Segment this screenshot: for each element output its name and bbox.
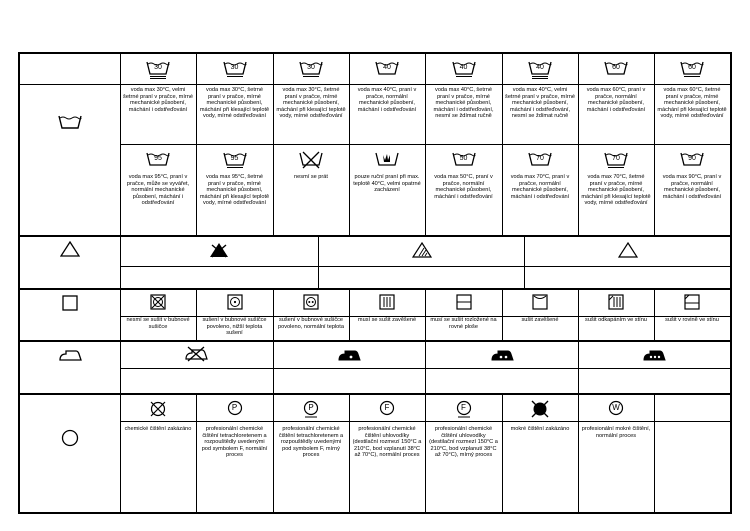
wash-text: voda max 90°C, praní v pračce, normální mechanické působení, máchání i odstřeďování: [662, 174, 722, 200]
column-divider: [578, 340, 579, 393]
bleach-prohibited-icon: [209, 242, 229, 258]
row-divider: [20, 393, 730, 395]
wash-temp-value: 60: [688, 64, 696, 71]
column-divider: [502, 393, 503, 512]
wash-text: voda max 30°C, šetrné praní v pračce, mírné mechanické působení, máchání při klesající teplotě vody, mírné odstřeďování: [199, 87, 270, 120]
dryclean-letter: P: [231, 403, 238, 412]
triangle-icon: [60, 241, 80, 257]
square-icon: [62, 295, 78, 311]
wash-temp-value: 40: [459, 64, 468, 71]
column-divider: [349, 393, 350, 512]
washtub-temp-icon: [680, 60, 704, 80]
washtub-temp-icon: [528, 60, 552, 80]
column-divider: [196, 393, 197, 512]
wash-text: voda max 60°C, šetrné praní v pračce, mírné mechanické působení, máchání při klesající teplotě vody, mírné odstřeďování: [657, 87, 727, 120]
wash-text: voda max 95°C, praní v pračce, může se vyvářet, normální mechanické působení, máchání i odstřeďování: [126, 174, 190, 207]
dry-symbol-icon: [150, 294, 166, 310]
dry-text: sušení v bubnové sušičce povoleno, nižší teplota sušení: [202, 317, 267, 337]
column-divider: [578, 288, 579, 340]
column-divider: [524, 235, 525, 288]
dryclean-f-icon: [378, 400, 396, 419]
wash-temp-value: 70: [536, 155, 544, 162]
column-divider: [425, 54, 426, 235]
iron-icon: [58, 348, 82, 362]
wash-temp-value: 30: [230, 64, 239, 71]
wash-temp-value: 90: [688, 155, 696, 162]
dryclean-f-icon: [455, 400, 473, 419]
column-divider: [654, 54, 655, 235]
clean-text: profesionální chemické čištění tetrachloretenem a rozpouštědly uvedenými pod symbolem F, mírný proces: [278, 426, 344, 459]
dryclean-letter: W: [612, 403, 620, 412]
washtub-temp-icon: [604, 151, 628, 171]
wash-text: nesmí se prát: [294, 174, 328, 180]
washtub-temp-icon: [299, 60, 323, 80]
dry-symbol-icon: [608, 294, 624, 310]
wash-temp-value: 95: [230, 155, 239, 162]
wash-prohibited-icon: [299, 151, 323, 171]
wash-temp-value: 30: [154, 64, 162, 71]
dryclean-letter: P: [308, 403, 314, 412]
wash-text: voda max 30°C, velmi šetrné praní v pračce, mírné mechanické působení, máchání i odstřeďování: [123, 87, 193, 113]
dryclean-p-icon: [226, 400, 244, 419]
washtub-temp-icon: [452, 60, 476, 80]
wash-text: pouze ruční praní při max. teplotě 40°C, velmi opatrné zacházení: [353, 174, 421, 194]
row-divider: [20, 340, 730, 342]
row-divider: [20, 288, 730, 290]
column-divider: [578, 393, 579, 512]
column-divider: [502, 54, 503, 235]
dry-symbol-icon: [684, 294, 700, 310]
washtub-temp-icon: [528, 151, 552, 171]
washtub-temp-icon: [680, 151, 704, 171]
washtub-temp-icon: [452, 151, 476, 171]
iron-three-dots-icon: [642, 348, 666, 362]
table-frame: [18, 52, 732, 514]
dry-text: musí se sušit rozložené na rovné ploše: [430, 317, 497, 330]
column-divider: [273, 393, 274, 512]
wash-temp-value: 40: [383, 64, 391, 71]
wash-text: voda max 50°C, praní v pračce, normální mechanické působení, máchání i odstřeďování: [434, 174, 493, 200]
clean-text: profesionální chemické čištění uhlovodíky (destilační rozmezí 150°C a 210°C, bod vzplanutí 38°C až 70°C), normální proces: [352, 426, 422, 459]
dryclean-p-icon: [302, 400, 320, 419]
column-divider: [425, 340, 426, 393]
wash-temp-value: 70: [612, 155, 620, 162]
clean-text: profesionální chemické čištění uhlovodíky (destilační rozmezí 150°C a 210°C, bod vzplanutí 38°C až 70°C), mírný proces: [429, 426, 498, 459]
column-divider: [273, 340, 274, 393]
washtub-temp-icon: [146, 60, 170, 80]
dry-text: sušení v bubnové sušičce povoleno, normální teplota: [278, 317, 344, 330]
dry-symbol-icon: [303, 294, 319, 310]
column-divider: [578, 54, 579, 235]
row-divider: [120, 266, 730, 267]
clean-text: profesionální mokré čištění, normální proces: [581, 426, 651, 439]
wash-temp-value: 95: [154, 155, 162, 162]
wash-text: voda max 95°C, šetrné praní v pračce, mírné mechanické působení, máchání při klesající teplotě vody, mírné odstřeďování: [199, 174, 270, 207]
dry-text: sušit zavěšené: [521, 317, 559, 323]
column-divider: [425, 393, 426, 512]
iron-prohibited-icon: [184, 346, 208, 362]
washtub-temp-icon: [146, 151, 170, 171]
column-divider: [502, 288, 503, 340]
column-divider: [425, 288, 426, 340]
wash-text: voda max 40°C, velmi šetrné praní v pračce, mírné mechanické působení, máchání i odstřeďování, nesmí se ždímat ručně: [505, 87, 575, 120]
clean-text: chemické čištění zakázáno: [124, 426, 192, 432]
bleach-oxygen-icon: [412, 242, 432, 258]
hand-wash-icon: [375, 151, 399, 171]
column-divider: [349, 288, 350, 340]
washtub-temp-icon: [375, 60, 399, 80]
dry-text: sušit v rovině ve stínu: [665, 317, 719, 323]
column-divider: [196, 288, 197, 340]
dry-symbol-icon: [227, 294, 243, 310]
dryclean-letter: F: [461, 403, 466, 412]
wash-text: voda max 30°C, šetrné praní v pračce, mírné mechanické působení, máchání při klesající teplotě vody, mírné odstřeďování: [276, 87, 346, 120]
row-divider: [20, 84, 730, 85]
wash-temp-value: 60: [612, 64, 620, 71]
wetclean-prohibited-icon: [531, 400, 549, 419]
column-divider: [120, 54, 121, 512]
dry-text: sušit odkapáním ve stínu: [585, 317, 647, 323]
column-divider: [654, 288, 655, 340]
column-divider: [196, 54, 197, 235]
wash-temp-value: 40: [536, 64, 544, 71]
dryclean-w-icon: [607, 400, 625, 419]
wash-temp-value: 30: [307, 64, 315, 71]
wash-text: voda max 70°C, praní v pračce, normální mechanické působení, máchání i odstřeďování: [510, 174, 570, 200]
column-divider: [273, 54, 274, 235]
wash-text: voda max 40°C, šetrné praní v pračce, mírné mechanické působení, máchání i odstřeďování, nesmí se ždímat ručně: [433, 87, 494, 120]
dry-text: nesmí se sušit v bubnové sušičce: [126, 317, 190, 330]
circle-icon: [61, 429, 79, 447]
wash-text: voda max 40°C, praní v pračce, normální mechanické působení, máchání i odstřeďování: [357, 87, 417, 113]
clean-text: profesionální chemické čištění tetrachloretenem a rozpouštědly uvedenými pod symbolem F, normální proces: [201, 426, 268, 459]
iron-two-dots-icon: [490, 348, 514, 362]
dry-symbol-icon: [379, 294, 395, 310]
column-divider: [654, 393, 655, 512]
clean-text: mokré čištění zakázáno: [510, 426, 570, 432]
washtub-temp-icon: [604, 60, 628, 80]
wash-text: voda max 60°C, praní v pračce, normální mechanické působení, máchání i odstřeďování: [586, 87, 646, 113]
column-divider: [318, 235, 319, 288]
wash-temp-value: 50: [459, 155, 468, 162]
iron-one-dot-icon: [337, 348, 361, 362]
column-divider: [349, 54, 350, 235]
washtub-temp-icon: [223, 151, 247, 171]
dryclean-prohibited-icon: [149, 400, 167, 419]
bleach-any-icon: [618, 242, 638, 258]
dry-symbol-icon: [456, 294, 472, 310]
column-divider: [273, 288, 274, 340]
dry-text: musí se sušit zavěšené: [357, 317, 417, 323]
dry-symbol-icon: [532, 294, 548, 310]
wash-text: voda max 70°C, šetrné praní v pračce, mírné mechanické působení, máchání při klesající teplotě vody, mírné odstřeďování: [581, 174, 651, 207]
washtub-temp-icon: [223, 60, 247, 80]
row-divider: [20, 235, 730, 237]
washtub-icon: [58, 114, 82, 130]
dryclean-letter: F: [384, 403, 390, 412]
